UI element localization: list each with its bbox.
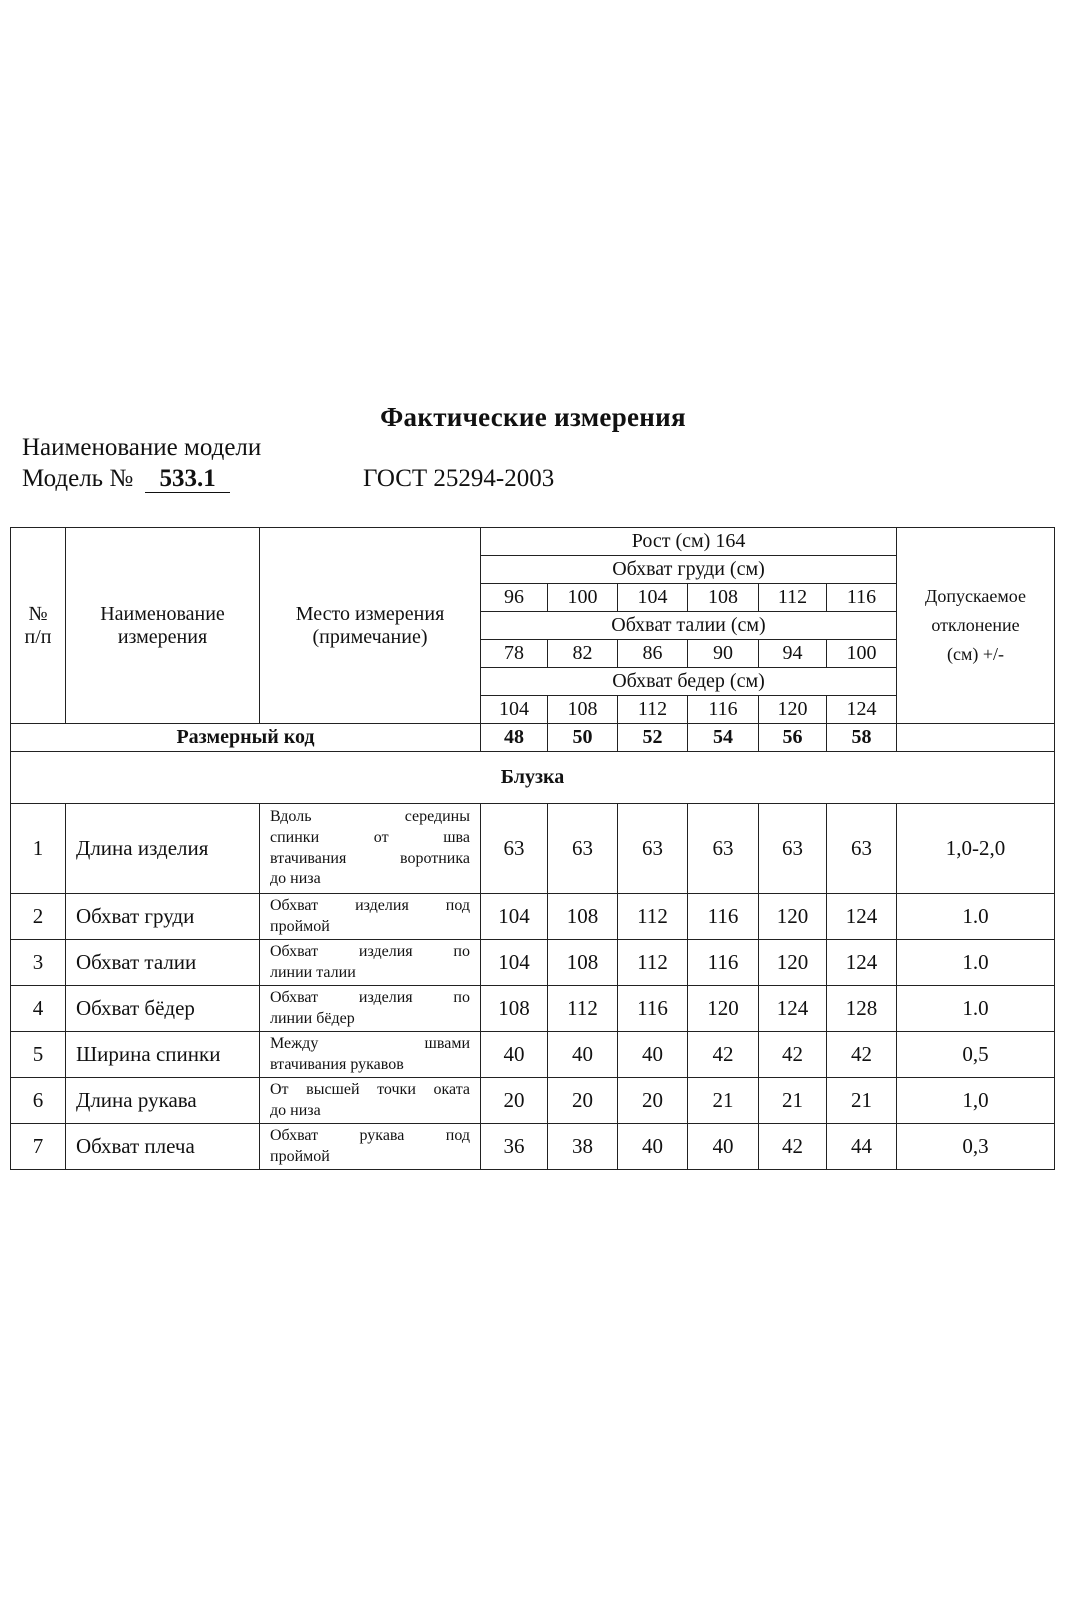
size-code-label: Размерный код xyxy=(11,724,481,752)
size-code-cell: 52 xyxy=(618,724,688,752)
header-text-line: отклонение xyxy=(931,615,1020,636)
measurement-name: Длина изделия xyxy=(66,804,260,894)
header-tolerance xyxy=(897,528,1055,724)
header-hips-label: Обхват бедер (см) xyxy=(481,668,897,696)
measurement-value: 21 xyxy=(688,1078,759,1124)
measurement-place xyxy=(260,940,481,986)
header-text-line: (примечание) xyxy=(312,625,428,648)
measurement-tolerance: 1,0-2,0 xyxy=(897,804,1055,894)
measurement-place xyxy=(260,894,481,940)
hips-size-cell: 116 xyxy=(688,696,759,724)
size-code-row xyxy=(11,724,1055,752)
measurement-place-line: до низа xyxy=(270,870,321,888)
measurement-place xyxy=(260,804,481,894)
measurement-value: 128 xyxy=(827,986,897,1032)
measurement-value: 63 xyxy=(688,804,759,894)
measurement-place-line: проймой xyxy=(270,917,330,935)
header-name-text xyxy=(66,603,259,649)
measurement-place xyxy=(260,1124,481,1170)
table-row xyxy=(11,1078,1055,1124)
waist-size-cell: 90 xyxy=(688,640,759,668)
measurement-place xyxy=(260,1032,481,1078)
table-row xyxy=(11,986,1055,1032)
row-number: 7 xyxy=(11,1124,66,1170)
document-title: Фактические измерения xyxy=(380,402,686,432)
waist-size-cell: 82 xyxy=(548,640,618,668)
measurement-value: 112 xyxy=(618,940,688,986)
hips-size-cell: 104 xyxy=(481,696,548,724)
measurement-name: Обхват плеча xyxy=(66,1124,260,1170)
hips-size-cell: 120 xyxy=(759,696,827,724)
measurement-value: 42 xyxy=(827,1032,897,1078)
measurement-value: 21 xyxy=(827,1078,897,1124)
header-text-line: № xyxy=(28,602,48,625)
measurement-value: 21 xyxy=(759,1078,827,1124)
header-num xyxy=(11,528,66,724)
measurement-value: 42 xyxy=(759,1032,827,1078)
measurement-value: 42 xyxy=(688,1032,759,1078)
measurement-value: 124 xyxy=(827,940,897,986)
section-title: Блузка xyxy=(11,752,1055,804)
measurement-place xyxy=(260,986,481,1032)
row-number: 4 xyxy=(11,986,66,1032)
measurement-value: 63 xyxy=(827,804,897,894)
waist-size-cell: 78 xyxy=(481,640,548,668)
waist-size-cell: 94 xyxy=(759,640,827,668)
table-row xyxy=(11,804,1055,894)
measurements-table xyxy=(10,527,1055,1170)
measurement-name: Длина рукава xyxy=(66,1078,260,1124)
measurement-value: 104 xyxy=(481,940,548,986)
header-row-height xyxy=(11,528,1055,556)
measurement-value: 63 xyxy=(759,804,827,894)
measurement-tolerance: 0,3 xyxy=(897,1124,1055,1170)
measurement-value: 112 xyxy=(548,986,618,1032)
size-code-cell: 58 xyxy=(827,724,897,752)
row-number: 2 xyxy=(11,894,66,940)
measurement-place-line: спинки от шва xyxy=(270,828,470,846)
size-code-cell: 50 xyxy=(548,724,618,752)
measurement-value: 63 xyxy=(618,804,688,894)
measurement-value: 20 xyxy=(481,1078,548,1124)
header-text-line: (см) +/- xyxy=(947,643,1005,664)
measurement-place-line: линии бёдер xyxy=(270,1009,355,1027)
size-code-cell: 56 xyxy=(759,724,827,752)
measurement-place-line: Обхват рукава под xyxy=(270,1126,470,1144)
chest-size-cell: 112 xyxy=(759,584,827,612)
measurement-value: 112 xyxy=(618,894,688,940)
table-row xyxy=(11,1032,1055,1078)
measurement-value: 116 xyxy=(688,940,759,986)
measurement-name: Обхват талии xyxy=(66,940,260,986)
section-row xyxy=(11,752,1055,804)
waist-size-cell: 100 xyxy=(827,640,897,668)
row-number: 6 xyxy=(11,1078,66,1124)
header-text-line: п/п xyxy=(24,625,52,648)
measurement-value: 36 xyxy=(481,1124,548,1170)
measurement-value: 20 xyxy=(618,1078,688,1124)
table-row xyxy=(11,1124,1055,1170)
hips-size-cell: 124 xyxy=(827,696,897,724)
chest-size-cell: 100 xyxy=(548,584,618,612)
measurement-value: 40 xyxy=(481,1032,548,1078)
measurement-place-line: Обхват изделия по xyxy=(270,988,470,1006)
row-number: 1 xyxy=(11,804,66,894)
header-place-text xyxy=(260,603,480,649)
table-row xyxy=(11,894,1055,940)
gost-standard: ГОСТ 25294-2003 xyxy=(363,465,555,492)
waist-size-cell: 86 xyxy=(618,640,688,668)
measurement-value: 40 xyxy=(618,1124,688,1170)
measurement-value: 38 xyxy=(548,1124,618,1170)
header-num-text xyxy=(11,603,65,649)
measurement-place-line: втачивания воротника xyxy=(270,849,470,867)
chest-size-cell: 116 xyxy=(827,584,897,612)
row-number: 5 xyxy=(11,1032,66,1078)
measurement-name: Обхват груди xyxy=(66,894,260,940)
hips-size-cell: 108 xyxy=(548,696,618,724)
model-number-line xyxy=(22,465,230,493)
model-number-label: Модель № xyxy=(22,465,134,492)
measurement-name: Ширина спинки xyxy=(66,1032,260,1078)
header-tolerance-text xyxy=(897,582,1054,668)
measurement-value: 40 xyxy=(618,1032,688,1078)
header-text-line: Допускаемое xyxy=(925,586,1026,607)
measurement-value: 116 xyxy=(688,894,759,940)
model-name-label: Наименование модели xyxy=(22,434,262,461)
measurement-place-line: втачивания рукавов xyxy=(270,1055,404,1073)
measurement-value: 120 xyxy=(759,894,827,940)
measurement-value: 108 xyxy=(481,986,548,1032)
header-waist-label: Обхват талии (см) xyxy=(481,612,897,640)
size-code-cell: 48 xyxy=(481,724,548,752)
measurement-value: 40 xyxy=(548,1032,618,1078)
measurement-place-line: линии талии xyxy=(270,963,356,981)
header-height: Рост (см) 164 xyxy=(481,528,897,556)
measurement-place xyxy=(260,1078,481,1124)
measurement-place-line: Вдоль середины xyxy=(270,807,470,825)
measurement-value: 120 xyxy=(688,986,759,1032)
header-text-line: измерения xyxy=(117,625,208,648)
measurement-tolerance: 1.0 xyxy=(897,894,1055,940)
measurement-value: 63 xyxy=(481,804,548,894)
header-place xyxy=(260,528,481,724)
measurement-place-line: Обхват изделия по xyxy=(270,942,470,960)
size-code-cell: 54 xyxy=(688,724,759,752)
measurement-value: 108 xyxy=(548,894,618,940)
chest-size-cell: 96 xyxy=(481,584,548,612)
measurement-value: 108 xyxy=(548,940,618,986)
measurement-tolerance: 0,5 xyxy=(897,1032,1055,1078)
measurement-place-line: Обхват изделия под xyxy=(270,896,470,914)
size-code-empty-cell xyxy=(897,724,1055,752)
header-chest-label: Обхват груди (см) xyxy=(481,556,897,584)
measurement-name: Обхват бёдер xyxy=(66,986,260,1032)
measurement-value: 120 xyxy=(759,940,827,986)
measurement-value: 44 xyxy=(827,1124,897,1170)
table-row xyxy=(11,940,1055,986)
hips-size-cell: 112 xyxy=(618,696,688,724)
measurement-place-line: до низа xyxy=(270,1101,321,1119)
measurement-value: 124 xyxy=(759,986,827,1032)
header-text-line: Место измерения xyxy=(295,602,445,625)
measurement-value: 42 xyxy=(759,1124,827,1170)
measurement-value: 104 xyxy=(481,894,548,940)
header-name xyxy=(66,528,260,724)
measurement-place-line: От высшей точки оката xyxy=(270,1080,470,1098)
chest-size-cell: 108 xyxy=(688,584,759,612)
measurement-value: 40 xyxy=(688,1124,759,1170)
chest-size-cell: 104 xyxy=(618,584,688,612)
measurement-tolerance: 1,0 xyxy=(897,1078,1055,1124)
measurement-place-line: проймой xyxy=(270,1147,330,1165)
measurement-tolerance: 1.0 xyxy=(897,940,1055,986)
header-text-line: Наименование xyxy=(100,602,225,625)
measurement-value: 124 xyxy=(827,894,897,940)
model-number: 533.1 xyxy=(145,466,229,493)
measurement-value: 20 xyxy=(548,1078,618,1124)
measurement-value: 116 xyxy=(618,986,688,1032)
measurement-tolerance: 1.0 xyxy=(897,986,1055,1032)
measurement-value: 63 xyxy=(548,804,618,894)
row-number: 3 xyxy=(11,940,66,986)
measurement-place-line: Между швами xyxy=(270,1034,470,1052)
